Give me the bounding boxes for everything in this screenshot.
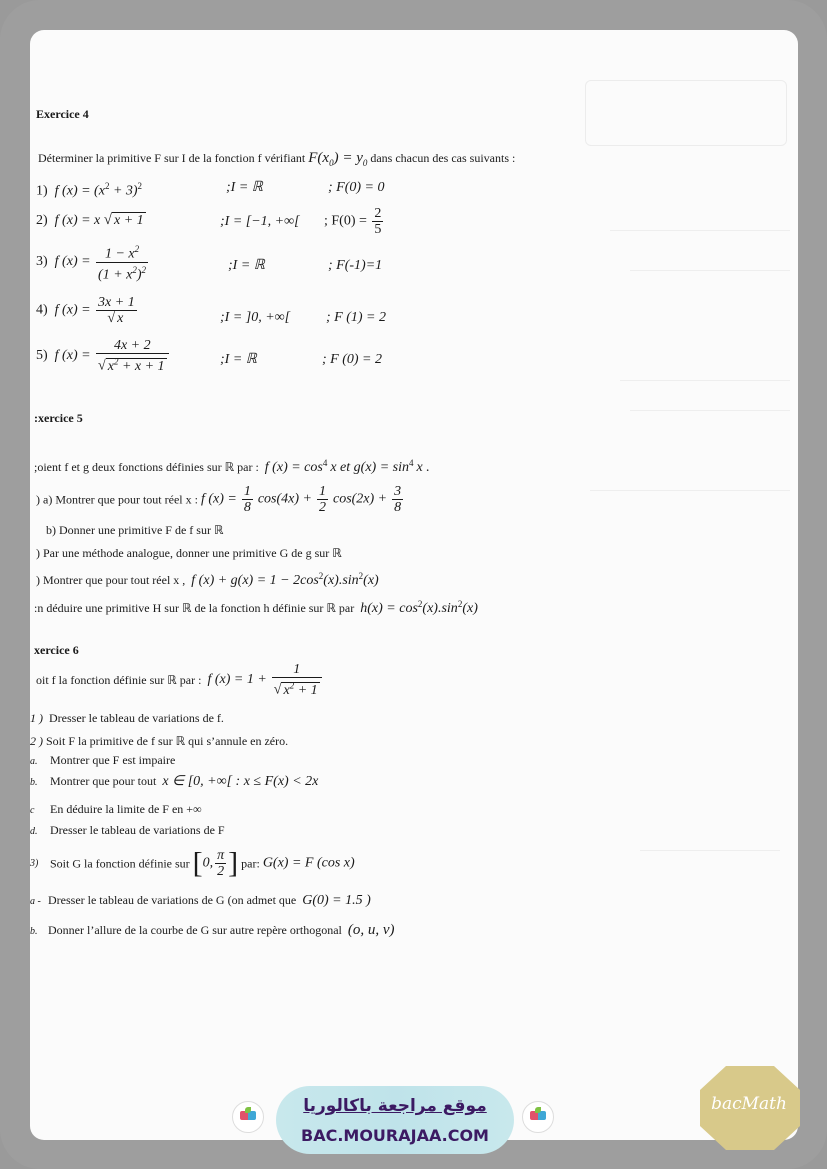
ex4-item-1: 1) f $(x) = (x^2 + 3)^2$ (36, 181, 143, 199)
ex6-q2c: c En déduire la limite de F en +∞ (30, 802, 202, 816)
ex5-line-6: :n déduire une primitive H sur ℝ de la fonction h définie sur ℝ par $h(x) = \cos^2(x).\sin^2(x)$ (34, 599, 478, 616)
ex5-line-3: b) Donner une primitive F de f sur ℝ (46, 523, 224, 537)
ex5-line-5: ) Montrer que pour tout réel x , f $(x) + g(x) = 1 - 2\cos^2(x).\sin^2(x)$ (36, 571, 379, 588)
site-banner-arabic: موقع مراجعة باكالوريا (303, 1096, 487, 1116)
ex6-q2a: a. Montrer que F est impaire (30, 753, 176, 767)
bleed-line (590, 490, 790, 491)
ex4-item-5: 5) f (x) = $\frac{4x + 2}{√ x^2 + x + 1}$ (36, 338, 171, 374)
exercise-5-title: :xercice 5 (34, 411, 83, 425)
bleed-line (620, 380, 790, 381)
ex6-q2: 2 ) Soit F la primitive de f sur ℝ qui s’annule en zéro. (30, 734, 289, 748)
ex6-q2b: b. Montrer que pour tout x ∈ [0, +∞[ : x ≤ F(x) < 2x (30, 774, 319, 789)
ex6-line-1: oit f la fonction définie sur ℝ par : f (x) = 1 + $\frac{1}{√ x^2 + 1}$ (36, 662, 324, 698)
ex5-line-2: ) a) Montrer que pour tout réel x : f (x) = $\frac{1}{8}$ cos(4x) + $\frac{1}{2}$ cos(2x) + $\frac{3}{8}$ (36, 484, 402, 515)
ex4-item-3-interval: ;I = ℝ (228, 258, 265, 273)
site-banner-url[interactable]: BAC.MOURAJAA.COM (301, 1126, 489, 1145)
bacmath-badge-text: bacMath (711, 1094, 787, 1114)
ex4-item-5-condition: ; F (0) = 2 (322, 352, 382, 367)
ex4-item-1-interval: ;I = ℝ (226, 180, 263, 195)
ex6-q3: 3) Soit G la fonction définie sur [0, $\frac{\pi}{2}$ ] par: G(x) = F (cos x) (30, 846, 355, 880)
site-banner[interactable] (276, 1086, 514, 1154)
ex4-item-4-interval: ;I = ]0, +∞[ (220, 310, 291, 325)
ex4-item-3-condition: ; F(-1)=1 (328, 258, 383, 273)
document-page (30, 30, 798, 1140)
bleed-line (630, 270, 790, 271)
ex5-line-1: ;oient f et g deux fonctions définies sur ℝ par : f $(x) = \cos^4 x$ et $g(x) = \sin^4 x$ . (34, 458, 430, 475)
bleed-box (585, 80, 787, 146)
ex6-q2d: d. Dresser le tableau de variations de F (30, 823, 225, 837)
ex6-q3b: b. Donner l’allure de la courbe de G sur autre repère orthogonal (o, u, v) (30, 922, 395, 938)
ex4-item-2: 2) f (x) = x √ x + 1 (36, 212, 144, 228)
bleed-line (640, 850, 780, 851)
ex4-item-3: 3) f (x) = $\frac{1 - x^2}{(1 + x^2)^2}$ (36, 244, 147, 283)
ex6-q1: 1 ) Dresser le tableau de variations de f. (30, 711, 224, 725)
left-logo-icon (232, 1101, 264, 1133)
ex4-item-2-interval: ;I = [−1, +∞[ (220, 214, 300, 229)
ex4-item-4-condition: ; F (1) = 2 (326, 310, 386, 325)
right-logo-icon (522, 1101, 554, 1133)
ex4-item-2-condition: ; F(0) = $\frac{2}{5}$ (324, 206, 382, 237)
ex5-line-4: ) Par une méthode analogue, donner une primitive G de g sur ℝ (36, 546, 342, 560)
exercise-4-title: Exercice 4 (36, 107, 89, 121)
ex4-item-1-condition: ; F(0) = 0 (328, 180, 385, 195)
bleed-line (610, 230, 790, 231)
exercise-4-intro: Déterminer la primitive F sur I de la fonction f vérifiant $F(x_0) = y_0$ dans chacun des cas suivants : (38, 150, 516, 168)
bleed-line (630, 410, 790, 411)
bacmath-badge (698, 1064, 802, 1152)
ex6-q3a: a - Dresser le tableau de variations de G (on admet que G(0) = 1.5 ) (30, 893, 371, 908)
ex4-item-5-interval: ;I = ℝ (220, 352, 257, 367)
ex4-item-4: 4) f (x) = $\frac{3x + 1}{√ x}$ (36, 295, 135, 326)
exercise-6-title: xercice 6 (34, 643, 79, 657)
